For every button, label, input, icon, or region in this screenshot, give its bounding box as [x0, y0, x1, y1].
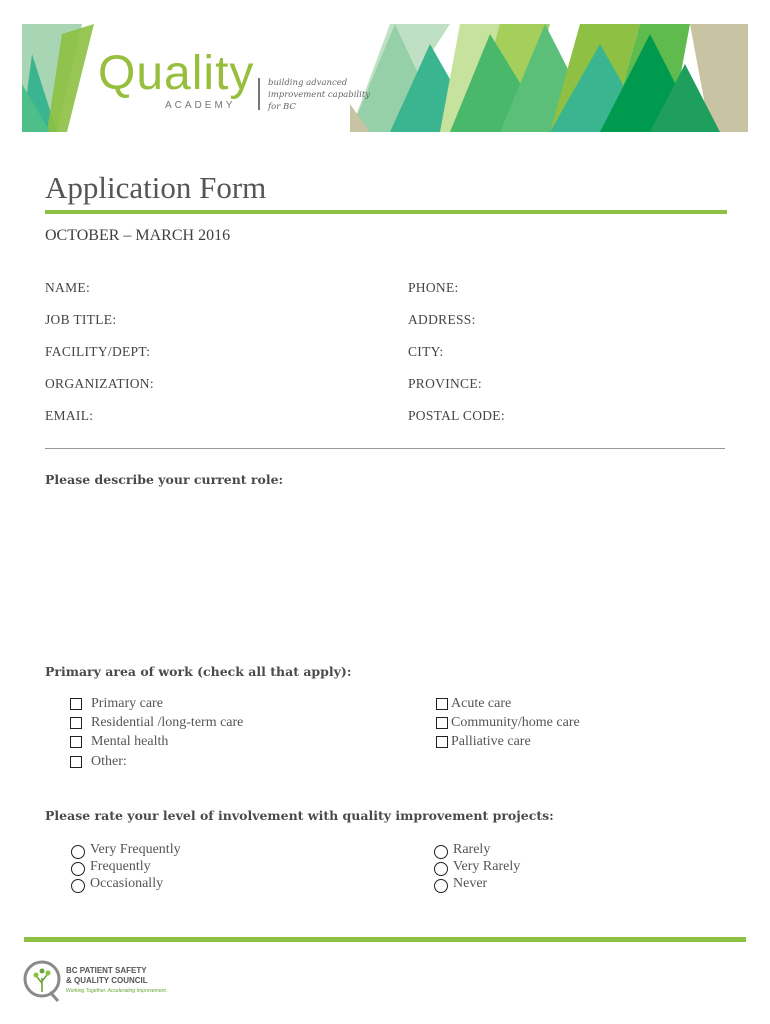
logo-wordmark: Quality [98, 47, 255, 100]
checkbox[interactable] [70, 698, 82, 710]
council-logo-icon [22, 958, 62, 1002]
header-right-graphic [350, 24, 748, 132]
work-area-option[interactable]: Acute care [436, 694, 511, 713]
involvement-option[interactable]: Very Frequently [71, 840, 181, 859]
phone-field[interactable]: PHONE: [408, 280, 459, 295]
city-field[interactable]: CITY: [408, 344, 444, 359]
facility-dept-field[interactable]: FACILITY/DEPT: [45, 344, 151, 359]
checkbox[interactable] [436, 717, 448, 729]
title-divider [45, 210, 727, 214]
checkbox[interactable] [436, 698, 448, 710]
role-question: Please describe your current role: [45, 472, 284, 487]
header-left-graphic [22, 24, 102, 132]
name-field[interactable]: NAME: [45, 280, 90, 295]
work-area-option[interactable]: Other: [70, 752, 127, 771]
address-field[interactable]: ADDRESS: [408, 312, 476, 327]
work-area-option[interactable]: Residential /long-term care [70, 713, 243, 732]
council-name: BC PATIENT SAFETY & QUALITY COUNCIL [66, 966, 148, 985]
checkbox[interactable] [70, 736, 82, 748]
email-field[interactable]: EMAIL: [45, 408, 94, 423]
work-area-option[interactable]: Mental health [70, 732, 168, 751]
involvement-option[interactable]: Never [434, 874, 487, 893]
involvement-option[interactable]: Very Rarely [434, 857, 520, 876]
checkbox[interactable] [70, 756, 82, 768]
work-area-option[interactable]: Palliative care [436, 732, 531, 751]
work-area-option[interactable]: Community/home care [436, 713, 580, 732]
checkbox[interactable] [70, 717, 82, 729]
fields-divider [45, 448, 725, 449]
checkbox[interactable] [436, 736, 448, 748]
involvement-option[interactable]: Rarely [434, 840, 490, 859]
organization-field[interactable]: ORGANIZATION: [45, 376, 154, 391]
work-area-question: Primary area of work (check all that apply): [45, 664, 352, 679]
footer-divider [24, 937, 746, 942]
involvement-option[interactable]: Frequently [71, 857, 151, 876]
logo-academy: ACADEMY [165, 100, 236, 111]
council-tagline: Working Together. Accelerating Improvement. [66, 988, 168, 994]
page-subtitle: OCTOBER – MARCH 2016 [45, 227, 231, 244]
page-title: Application Form [45, 170, 267, 205]
province-field[interactable]: PROVINCE: [408, 376, 482, 391]
job-title-field[interactable]: JOB TITLE: [45, 312, 117, 327]
radio-button[interactable] [434, 879, 448, 893]
radio-button[interactable] [71, 879, 85, 893]
logo-divider [258, 78, 260, 110]
postal-code-field[interactable]: POSTAL CODE: [408, 408, 505, 423]
work-area-option[interactable]: Primary care [70, 694, 163, 713]
involvement-option[interactable]: Occasionally [71, 874, 163, 893]
logo-tagline: building advanced improvement capability for BC [268, 78, 371, 112]
involvement-question: Please rate your level of involvement with quality improvement projects: [45, 808, 554, 823]
role-answer-area[interactable] [45, 495, 725, 655]
